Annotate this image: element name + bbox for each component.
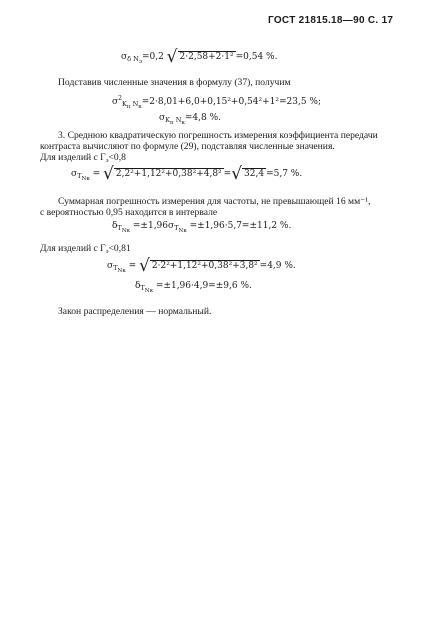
formula-sigma-delta-ne bbox=[121, 49, 277, 66]
formula-symbol: δ bbox=[112, 221, 118, 231]
formula-subscript: T bbox=[77, 172, 82, 180]
formula-result: =2·8,01+6,0+0,15²+0,54²+1²=23,5 %; bbox=[141, 97, 322, 107]
formula-sigma-k bbox=[159, 113, 221, 127]
formula-subscript: п bbox=[170, 120, 174, 126]
formula-sigma-t bbox=[71, 166, 302, 183]
condition-text: <0,8 bbox=[108, 152, 126, 163]
formula-subscript: N bbox=[144, 288, 150, 294]
formula-text: = bbox=[223, 169, 232, 179]
formula-subscript: э bbox=[138, 59, 142, 65]
condition-subscript: э bbox=[105, 248, 109, 255]
radical-sign: √ bbox=[231, 164, 243, 184]
formula-subscript: K bbox=[165, 116, 171, 124]
formula-subscript: к bbox=[183, 228, 187, 234]
formula-subscript: N bbox=[132, 100, 139, 108]
formula-subscript: к bbox=[181, 120, 185, 126]
formula-text: = bbox=[92, 169, 101, 179]
formula-subscript: N bbox=[133, 55, 139, 63]
paragraph-substitute: Подставив численные значения в формулу (37), получим bbox=[58, 77, 291, 88]
formula-radicand: 2,2²+1,12²+0,38²+4,8² bbox=[115, 169, 222, 179]
formula-subscript: к bbox=[149, 288, 154, 294]
formula-superscript: 2 bbox=[118, 95, 122, 102]
formula-result: =4,8 %. bbox=[184, 113, 222, 123]
paragraph-distribution-law: Закон распределения — нормальный. bbox=[58, 306, 212, 317]
formula-text: =0,2 bbox=[141, 52, 164, 62]
formula-delta-t-2 bbox=[135, 281, 252, 295]
formula-radicand: 2·2²+1,12²+0,38²+3,8² bbox=[151, 261, 258, 271]
radical-sign: √ bbox=[139, 256, 150, 276]
formula-symbol: δ bbox=[135, 281, 141, 291]
paragraph-condition-2 bbox=[40, 243, 131, 256]
formula-subscript: N bbox=[121, 228, 127, 234]
formula-subscript: T bbox=[117, 224, 122, 232]
formula-symbol: σ bbox=[159, 113, 166, 123]
formula-subscript: N bbox=[117, 268, 123, 274]
paragraph-condition-1 bbox=[40, 152, 126, 165]
radical-sign: √ bbox=[166, 47, 178, 67]
formula-result: =0,54 %. bbox=[235, 52, 278, 62]
condition-text: <0,81 bbox=[108, 243, 131, 254]
formula-result: =5,7 %. bbox=[266, 169, 303, 179]
condition-text: Для изделий с Г bbox=[40, 152, 106, 163]
formula-subscript: N bbox=[178, 228, 184, 234]
formula-subscript: T bbox=[140, 284, 145, 292]
formula-result: =±1,96·5,7=±11,2 %. bbox=[189, 221, 292, 231]
formula-radicand: 2·2,58+2·1² bbox=[179, 52, 234, 62]
formula-result: =±1,96·4,9=±9,6 %. bbox=[155, 281, 252, 291]
formula-subscript: N bbox=[81, 176, 87, 182]
formula-symbol: σ bbox=[112, 97, 119, 107]
condition-subscript: э bbox=[105, 157, 109, 164]
formula-subscript: к bbox=[126, 228, 131, 234]
formula-subscript: N bbox=[175, 116, 182, 124]
formula-sigma-t-2 bbox=[107, 258, 296, 275]
formula-text: =±1,96σ bbox=[132, 221, 175, 231]
formula-sigma-k-squared bbox=[112, 95, 321, 111]
formula-subscript: п bbox=[126, 104, 131, 110]
formula-radicand: 32,4 bbox=[244, 169, 265, 179]
paragraph-total-error-line2: с вероятностью 0,95 находится в интервале bbox=[40, 207, 218, 218]
radical-sign: √ bbox=[103, 164, 114, 184]
formula-result: =4,9 %. bbox=[259, 261, 296, 271]
paragraph-total-error-line1: Суммарная погрешность измерения для частоты, не превышающей 16 мм⁻¹, bbox=[58, 196, 371, 207]
page-header: ГОСТ 21815.18—90 С. 17 bbox=[268, 15, 394, 26]
formula-subscript: T bbox=[174, 224, 179, 232]
formula-subscript: δ bbox=[127, 55, 132, 63]
formula-subscript: к bbox=[122, 268, 126, 274]
condition-text: Для изделий с Г bbox=[40, 243, 106, 254]
formula-symbol: σ bbox=[71, 169, 78, 179]
formula-symbol: σ bbox=[107, 261, 114, 271]
formula-delta-t-1 bbox=[112, 221, 291, 235]
paragraph-item-3-line1: 3. Среднюю квадратическую погрешность измерения коэффициента передачи bbox=[58, 130, 378, 141]
paragraph-item-3-line2: контраста вычисляют по формуле (29), подставляя численные значения. bbox=[40, 141, 335, 152]
formula-subscript: к bbox=[138, 104, 142, 110]
formula-subscript: к bbox=[86, 176, 90, 182]
formula-subscript: T bbox=[113, 264, 118, 272]
formula-subscript: K bbox=[121, 100, 127, 108]
formula-text: = bbox=[128, 261, 137, 271]
formula-symbol: σ bbox=[121, 52, 128, 62]
